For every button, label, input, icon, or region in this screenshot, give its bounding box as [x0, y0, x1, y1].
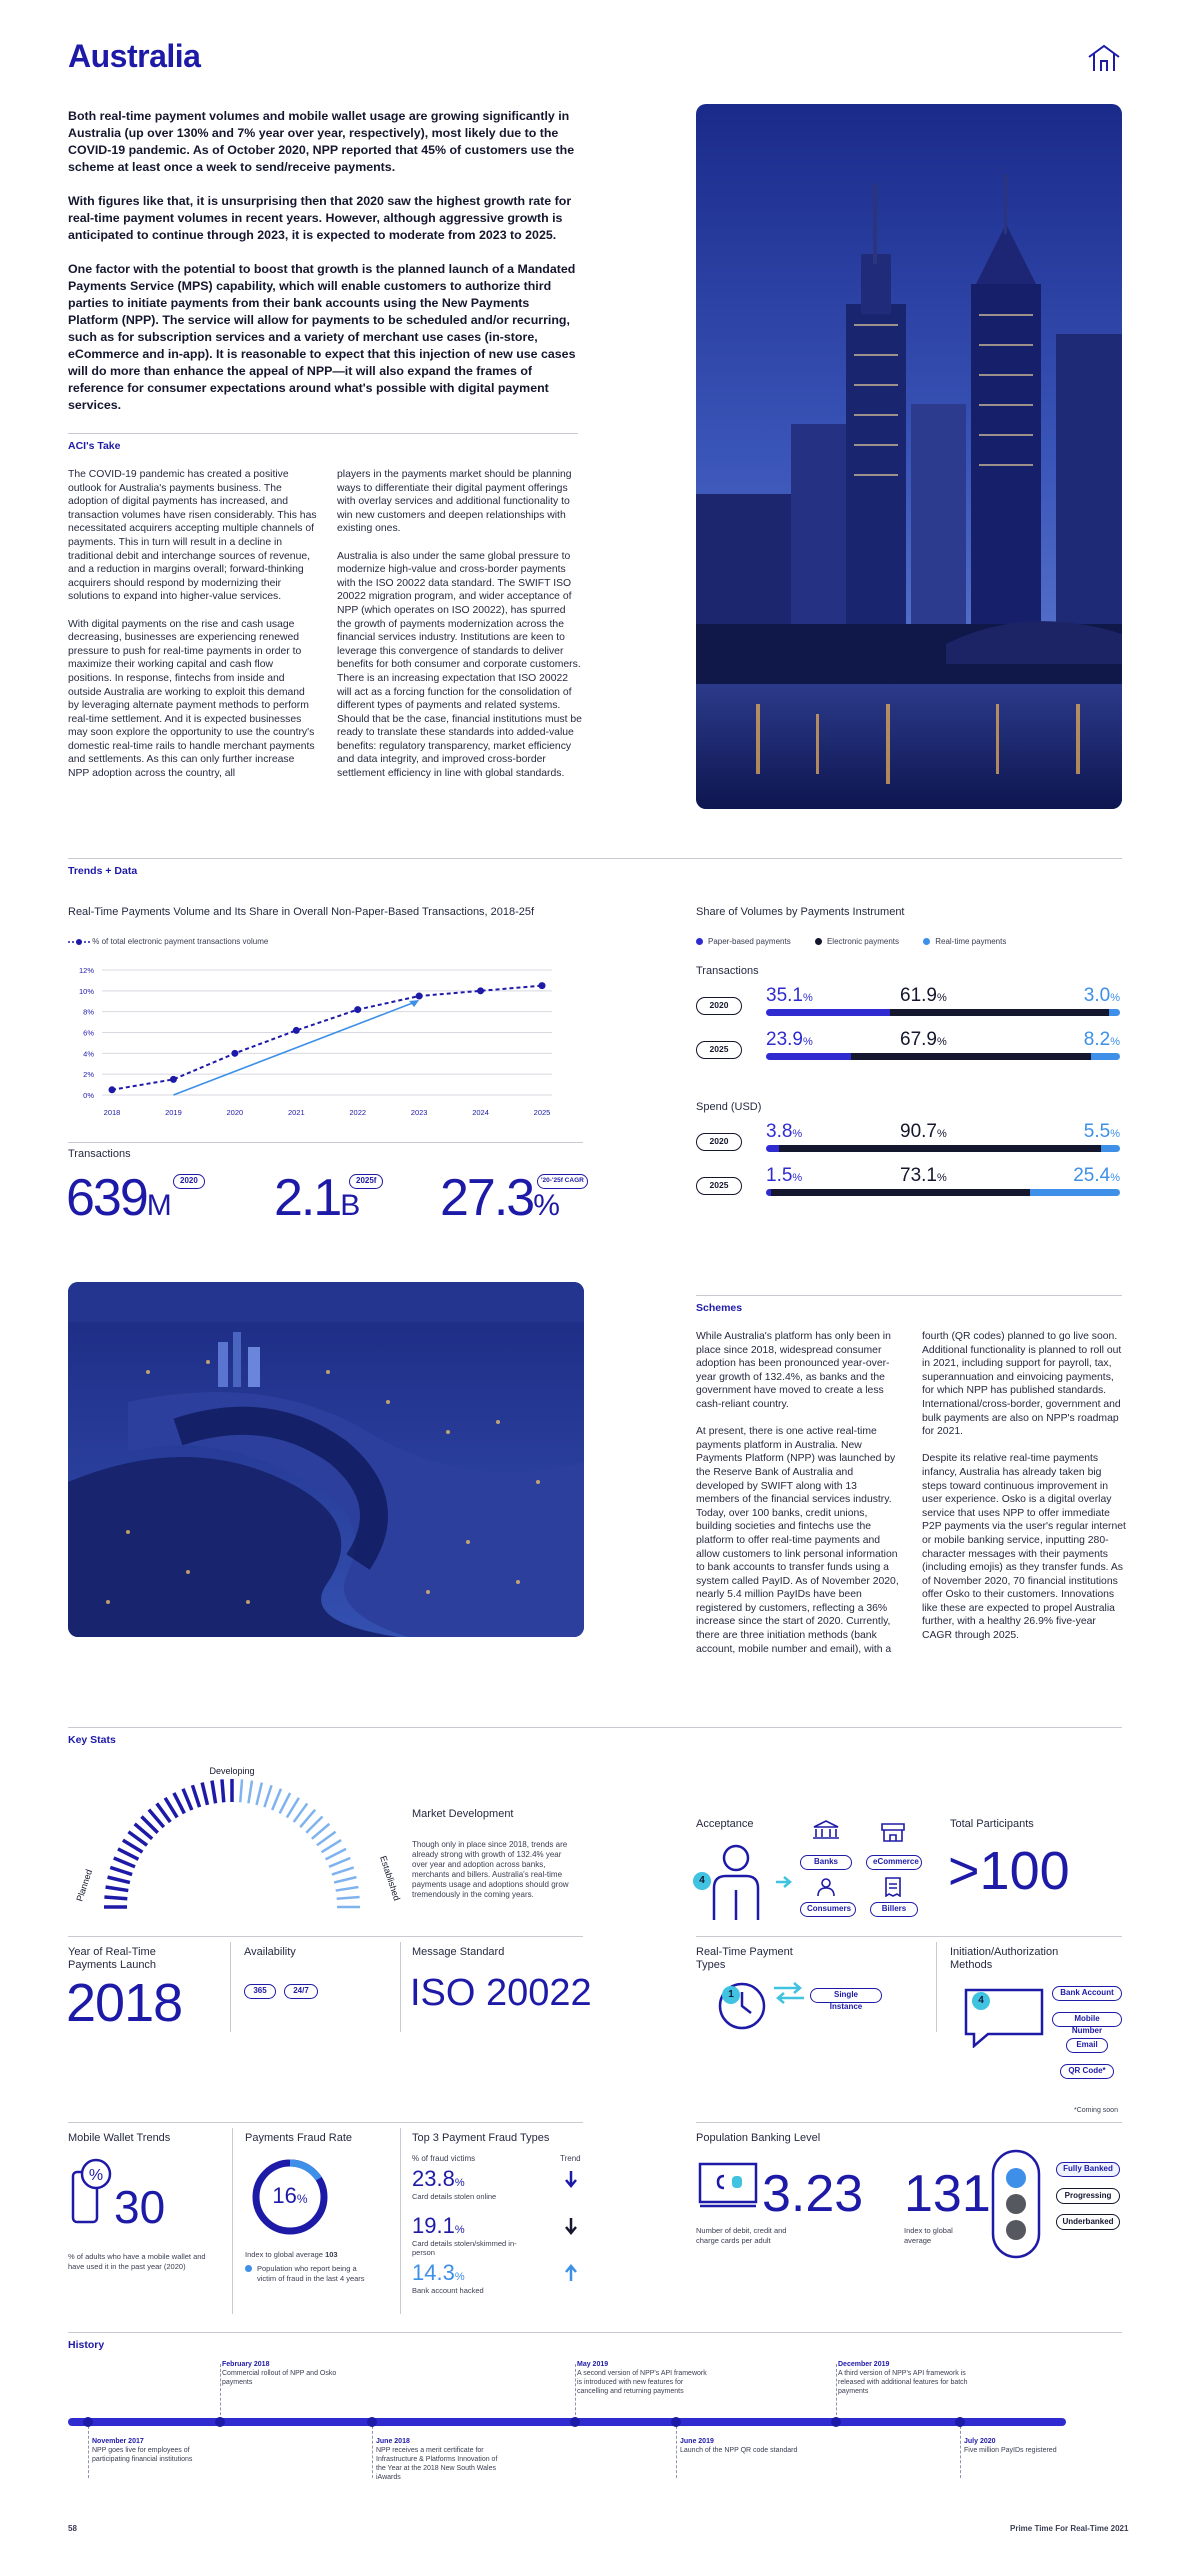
schemes-paragraph: While Australia's platform has only been in place since 2018, widespread consumer adoption has been pronounced year-over-year growth of 132.4%, as banks and the government have moved to create a less cash-reliant country.	[696, 1331, 891, 1410]
initiation-methods-title: Initiation/Authorization Methods	[950, 1946, 1059, 1971]
gauge-tick	[336, 1887, 359, 1891]
share-bar-segment	[766, 1009, 890, 1016]
intro-text	[68, 108, 578, 431]
timeline-event-top: December 2019 A third version of NPP's API framework is released with additional features for batch payments	[838, 2361, 968, 2395]
mobile-wallet-value: 30	[114, 2181, 166, 2233]
line-chart-legend	[68, 937, 268, 947]
year-pill: 2025	[696, 1041, 742, 1059]
gauge-tick	[326, 1849, 346, 1859]
availability-title: Availability	[244, 1946, 296, 1958]
divider	[68, 1142, 583, 1143]
svg-text:%: %	[88, 2167, 104, 2184]
message-standard-title: Message Standard	[412, 1946, 505, 1958]
gauge-tick	[317, 1832, 336, 1846]
transactions-label: Transactions	[68, 1148, 131, 1160]
gauge-tick	[334, 1877, 356, 1882]
timeline-connector	[836, 2364, 837, 2420]
fraud-type-value: 23.8%	[412, 2166, 465, 2191]
share-bar-segment	[1030, 1189, 1120, 1196]
launch-year-value: 2018	[66, 1973, 183, 2033]
share-bar-segment	[851, 1053, 1091, 1060]
gauge-tick	[272, 1789, 281, 1810]
phone-percent-icon	[70, 2158, 114, 2226]
swap-arrows-icon	[772, 1982, 806, 2004]
acceptance-consumers: Consumers	[800, 1902, 856, 1917]
data-point	[354, 1006, 361, 1013]
divider	[68, 1936, 583, 1937]
gauge-tick	[280, 1793, 290, 1813]
legend-label: Electronic payments	[826, 937, 899, 946]
method-mobile-number: Mobile Number	[1052, 2012, 1122, 2027]
gauge-tick	[110, 1867, 132, 1874]
share-bar-segment	[890, 1009, 1109, 1016]
timeline-dot	[367, 2417, 377, 2427]
gauge-tick	[104, 1897, 127, 1899]
acceptance-ecommerce: eCommerce	[866, 1855, 922, 1870]
gauge-label-developing: Developing	[209, 1766, 255, 1776]
timeline-connector	[372, 2426, 373, 2478]
y-tick-label: 4%	[83, 1049, 94, 1059]
bill-icon	[884, 1877, 902, 1897]
gauge-tick	[322, 1840, 342, 1852]
share-value: 25.4%	[1073, 1165, 1120, 1186]
fraud-index: Index to global average 103	[245, 2250, 338, 2259]
fraud-type-value: 14.3%	[412, 2260, 465, 2285]
gauge-tick	[264, 1785, 271, 1807]
total-participants-value: >100	[948, 1841, 1070, 1901]
timeline-connector	[676, 2426, 677, 2478]
share-value: 5.5%	[1083, 1121, 1120, 1142]
availability-365: 365	[244, 1984, 276, 1999]
timeline-dot	[955, 2417, 965, 2427]
divider	[696, 1295, 1122, 1296]
method-bank-account: Bank Account	[1052, 1986, 1122, 2001]
gauge-tick	[332, 1867, 354, 1874]
gauge-tick	[287, 1798, 299, 1818]
method-email: Email	[1066, 2038, 1108, 2053]
banking-fully-banked: Fully Banked	[1056, 2162, 1120, 2177]
y-tick-label: 6%	[83, 1028, 94, 1038]
consumer-icon	[816, 1877, 836, 1897]
banking-index-value: 131	[904, 2165, 991, 2223]
gauge-tick	[212, 1781, 216, 1804]
gauge-tick	[240, 1779, 242, 1802]
aci-column-1	[68, 468, 318, 794]
trends-heading: Trends + Data	[68, 865, 138, 877]
share-bar-segment	[766, 1053, 851, 1060]
year-pill: 2020	[696, 1133, 742, 1151]
banking-level-title: Population Banking Level	[696, 2132, 821, 2144]
initiation-count-badge: 4	[972, 1992, 990, 2010]
gauge-label-established: Established	[378, 1854, 402, 1902]
legend-label: Real-time payments	[935, 937, 1007, 946]
availability-247: 24/7	[284, 1984, 318, 1999]
transactions-cagr-value: 27.3%	[440, 1169, 558, 1227]
transactions-2025-value: 2.1B	[274, 1169, 359, 1227]
fraud-types-col-header: % of fraud victims	[412, 2154, 476, 2163]
x-tick-label: 2021	[287, 1108, 305, 1117]
data-point	[293, 1027, 300, 1034]
gauge-tick	[202, 1783, 207, 1805]
divider	[68, 433, 578, 434]
timeline-dot	[83, 2417, 93, 2427]
cagr-tag: '20-'25f CAGR	[537, 1174, 588, 1189]
schemes-paragraph: Despite its relative real-time payments infancy, Australia has already taken big steps toward continuous improvement in user experience. Osko is a digital overlay service that uses NPP to offer immediate P2P payments via the user's regular internet or mobile banking service, inputting 280-character messages with their payments (including emojis) as they transfer funds. As of November 2020, 70 financial institutions offer Osko to their customers. Innovations like these are expected to propel Australia further, with a healthy 26.9% five-year CAGR through 2025.	[922, 1453, 1126, 1642]
share-bar-segment	[1091, 1053, 1120, 1060]
gauge-tick	[183, 1789, 192, 1810]
arrow-down-icon	[564, 2217, 578, 2235]
page-number: 58	[68, 2524, 77, 2533]
timeline-dot	[215, 2417, 225, 2427]
arrow-icon	[776, 1876, 794, 1888]
share-value: 61.9%	[900, 985, 947, 1006]
fraud-rate-value: 16%	[272, 2183, 308, 2208]
share-bar	[766, 1189, 1120, 1196]
x-tick-label: 2019	[165, 1108, 182, 1117]
aci-paragraph: players in the payments market should be planning ways to differentiate their digital payment offerings with overlay services and additional functionality to win new customers and deepen relationships with existing ones.	[337, 469, 572, 535]
aci-take-heading: ACI's Take	[68, 440, 121, 452]
banking-progressing: Progressing	[1056, 2188, 1120, 2204]
payment-types-title: Real-Time Payment Types	[696, 1946, 793, 1971]
data-point	[109, 1086, 116, 1093]
share-value: 3.8%	[766, 1121, 803, 1142]
gauge-tick	[294, 1803, 308, 1822]
page-title: Australia	[68, 38, 201, 74]
fraud-type-value: 19.1%	[412, 2213, 465, 2238]
x-tick-label: 2020	[226, 1108, 244, 1117]
share-value: 67.9%	[900, 1029, 947, 1050]
timeline-event-top: February 2018 Commercial rollout of NPP and Osko payments	[222, 2361, 337, 2386]
divider	[696, 2122, 1122, 2123]
gauge-tick	[257, 1783, 262, 1805]
data-point	[231, 1050, 238, 1057]
year-pill: 2025	[696, 1177, 742, 1195]
gauge-tick	[118, 1849, 138, 1859]
gauge-tick	[248, 1781, 252, 1804]
aci-paragraph: The COVID-19 pandemic has created a positive outlook for Australia's payments business. The adoption of digital payments has increased, and transaction volumes have risen considerably. This has necessitated acquirers accepting multiple channels of payments. This in turn will result in a decline in traditional debit and interchange sources of revenue, and a reduction in margins overall; forward-thinking acquirers should respond by modernizing their solutions to expand into higher-value services.	[68, 469, 317, 603]
mobile-wallet-note: % of adults who have a mobile wallet and have used it in the past year (2020)	[68, 2252, 206, 2271]
banking-cards-note: Number of debit, credit and charge cards per adult	[696, 2226, 787, 2245]
bank-icon	[812, 1820, 840, 1840]
maturity-gauge	[62, 1762, 402, 1912]
banking-index-note: Index to global average	[904, 2226, 953, 2245]
divider	[68, 2122, 583, 2123]
gauge-tick	[192, 1785, 199, 1807]
divider	[68, 858, 1122, 859]
share-bar-segment	[766, 1145, 779, 1152]
timeline-event-bottom: November 2017 NPP goes live for employees of participating financial institutions	[92, 2438, 193, 2463]
timeline-dot	[831, 2417, 841, 2427]
share-value: 90.7%	[900, 1121, 947, 1142]
schemes-column-2	[922, 1330, 1127, 1656]
history-heading: History	[68, 2339, 105, 2351]
acceptance-title: Acceptance	[696, 1818, 754, 1830]
arrow-up-icon	[564, 2264, 578, 2282]
divider	[230, 1942, 231, 2032]
gauge-tick	[222, 1779, 224, 1802]
timeline-connector	[960, 2426, 961, 2478]
footer-title: Prime Time For Real-Time 2021	[1010, 2524, 1129, 2533]
y-tick-label: 10%	[78, 986, 94, 996]
share-value: 1.5%	[766, 1165, 803, 1186]
store-icon	[880, 1822, 906, 1842]
timeline-event-top: May 2019 A second version of NPP's API framework is introduced with new features for cancelling and returning payments	[577, 2361, 707, 2395]
banking-underbanked: Underbanked	[1056, 2214, 1120, 2230]
year-pill: 2020	[696, 997, 742, 1015]
x-tick-label: 2023	[410, 1108, 428, 1117]
data-point	[170, 1076, 177, 1083]
gauge-tick	[329, 1858, 350, 1867]
transactions-2020-value: 639M	[66, 1169, 170, 1227]
acceptance-banks: Banks	[800, 1855, 852, 1870]
line-chart-title: Real-Time Payments Volume and Its Share in Overall Non-Paper-Based Transactions, 2018-25f	[68, 906, 535, 918]
gauge-tick	[174, 1793, 184, 1813]
fraud-types-title: Top 3 Payment Fraud Types	[412, 2132, 550, 2144]
payment-types-count-badge: 1	[722, 1986, 740, 2004]
share-value: 73.1%	[900, 1165, 947, 1186]
year-tag: 2025f	[349, 1174, 383, 1189]
brisbane-aerial-photo	[68, 1282, 584, 1637]
intro-paragraph: With figures like that, it is unsurprising then that 2020 saw the highest growth rate for real-time payment volumes in recent years. However, although aggressive growth is anticipated to continue through 2023, it is expected to moderate from 2023 to 2025.	[68, 194, 572, 242]
key-stats-heading: Key Stats	[68, 1734, 116, 1746]
share-value: 35.1%	[766, 985, 813, 1006]
acceptance-count-badge: 4	[693, 1872, 711, 1890]
legend-label: Paper-based payments	[708, 937, 791, 946]
x-tick-label: 2022	[349, 1108, 367, 1117]
year-tag: 2020	[173, 1174, 205, 1189]
share-value: 8.2%	[1083, 1029, 1120, 1050]
x-tick-label: 2024	[472, 1108, 489, 1117]
fraud-rate-title: Payments Fraud Rate	[245, 2132, 352, 2144]
share-bar	[766, 1053, 1120, 1060]
acceptance-billers: Billers	[870, 1902, 918, 1917]
gauge-label-planned: Planned	[74, 1868, 95, 1903]
data-point	[477, 987, 484, 994]
fraud-type-label: Card details stolen online	[412, 2192, 497, 2201]
share-legend	[696, 937, 1006, 947]
y-tick-label: 8%	[83, 1007, 94, 1017]
gauge-tick	[114, 1858, 135, 1867]
timeline-event-bottom: July 2020 Five million PayIDs registered	[964, 2438, 1057, 2454]
market-development-title: Market Development	[412, 1808, 514, 1820]
schemes-paragraph: At present, there is one active real-time payments platform in Australia. New Payments Platform (NPP) was launched by the Reserve Bank of Australia and developed by SWIFT along with 13 members of the financial services industry. Today, over 100 banks, credit unions, building societies and fintechs use the platform to offer real-time payments and allow customers to link personal information to bank accounts to transfer funds using a system called PayID. As of November 2020, nearly 5.4 million PayIDs have been registered by customers, reflecting a 36% increase since the start of 2020. Currently, there are three initiation methods (bank account, mobile number and email), with a	[696, 1426, 899, 1655]
coming-soon-note: *Coming soon	[1074, 2107, 1118, 2114]
aci-paragraph: With digital payments on the rise and cash usage decreasing, businesses are experiencing renewed pressure to push for real-time payments in order to maximize their working capital and cash flow positions. In response, fintechs from inside and outside Australia are working to exploit this demand by leveraging alternate payment methods to perform real-time settlement. And it is expected businesses may soon explore the opportunity to use the country's domestic real-time rails to handle merchant payments and settlements. As this can only further increase NPP adoption across the country, all	[68, 618, 315, 780]
share-bar-segment	[771, 1189, 1030, 1196]
x-tick-label: 2025	[533, 1108, 551, 1117]
share-bar-segment	[1101, 1145, 1120, 1152]
divider	[68, 1727, 1122, 1728]
timeline-dot	[671, 2417, 681, 2427]
share-group-label: Transactions	[696, 965, 759, 977]
legend-label: % of total electronic payment transactions volume	[92, 937, 269, 946]
fraud-legend: Population who report being a victim of fraud in the last 4 years	[245, 2264, 375, 2284]
melbourne-skyline-photo	[696, 104, 1122, 809]
fraud-trend-col-header: Trend	[560, 2154, 581, 2163]
timeline-connector	[88, 2426, 89, 2478]
line-chart	[62, 960, 562, 1125]
data-point	[539, 982, 546, 989]
timeline-dot	[570, 2417, 580, 2427]
banking-cards-value: 3.23	[762, 2165, 864, 2223]
fraud-type-label: Card details stolen/skimmed in-person	[412, 2239, 517, 2257]
divider	[696, 1936, 1122, 1937]
payment-type-single-instance: Single Instance	[810, 1988, 882, 2003]
method-qr-code: QR Code*	[1060, 2064, 1114, 2079]
timeline-connector	[575, 2364, 576, 2420]
share-chart-title: Share of Volumes by Payments Instrument	[696, 906, 905, 918]
arrow-down-icon	[564, 2170, 578, 2188]
message-standard-value: ISO 20022	[410, 1972, 592, 2014]
traffic-light-icon	[990, 2148, 1042, 2260]
share-value: 23.9%	[766, 1029, 813, 1050]
timeline-event-bottom: June 2018 NPP receives a merit certificate for Infrastructure & Platforms Innovation of the Year at the 2018 New South Wales iAwards	[376, 2438, 498, 2481]
timeline-event-bottom: June 2019 Launch of the NPP QR code standard	[680, 2438, 798, 2454]
timeline-connector	[220, 2364, 221, 2420]
schemes-column-1	[696, 1330, 901, 1670]
divider	[400, 1942, 401, 2032]
share-bar	[766, 1009, 1120, 1016]
gauge-tick	[106, 1887, 129, 1891]
aci-paragraph: Australia is also under the same global pressure to modernize high-value and cross-border payments with the ISO 20022 data standard. The SWIFT ISO 20022 migration program, and wider acceptance of NPP (which operates on ISO 20022), has spurred the growth of payments modernization across the financial services industry. Institutions are keen to leverage this convergence of standards to deliver benefits for both consumer and corporate customers. There is an increasing expectation that ISO 20022 will act as a forcing function for the consolidation of different types of payments and related systems. Should that be the case, financial institutions must be ready to translate these standards into added-value benefits: regulatory transparency, market efficiency and data integrity, and improved cross-border settlement efficiency in line with global standards.	[337, 550, 582, 780]
mobile-wallet-title: Mobile Wallet Trends	[68, 2132, 171, 2144]
card-icon	[696, 2160, 762, 2222]
trend-arrow	[173, 1002, 415, 1095]
share-bar-segment	[1109, 1009, 1120, 1016]
x-tick-label: 2018	[103, 1108, 121, 1117]
y-tick-label: 12%	[78, 966, 94, 975]
y-tick-label: 2%	[83, 1070, 94, 1080]
ring-fill	[290, 2163, 319, 2179]
home-icon[interactable]	[1087, 44, 1121, 72]
schemes-paragraph: fourth (QR codes) planned to go live soon. Additional functionality is planned to roll out in 2021, including support for payroll, tax, superannuation and einvoicing payments, for which NPP has published standards. International/cross-border, government and bulk payments are also on NPP's roadmap for 2021.	[922, 1331, 1122, 1438]
divider	[68, 2332, 1122, 2333]
fraud-type-label: Bank account hacked	[412, 2286, 484, 2295]
aci-column-2	[337, 468, 582, 794]
market-development-text: Though only in place since 2018, trends are already strong with growth of 132.4% year over year and adoption across banks, merchants and billers. Australia's real-time payments usage and adoptions should grow tremendously in the coming years.	[412, 1840, 569, 1899]
share-group-label: Spend (USD)	[696, 1101, 762, 1113]
divider	[936, 1942, 937, 2032]
intro-paragraph: Both real-time payment volumes and mobile wallet usage are growing significantly in Australia (up over 130% and 7% year over year, respectively), most likely due to the COVID-19 pandemic. As of October 2020, NPP reported that 45% of customers use the scheme at least once a week to send/receive payments.	[68, 109, 575, 174]
total-participants-title: Total Participants	[950, 1818, 1034, 1830]
divider	[232, 2128, 233, 2314]
share-bar-segment	[779, 1145, 1100, 1152]
divider	[400, 2128, 401, 2314]
gauge-tick	[108, 1877, 130, 1882]
intro-paragraph: One factor with the potential to boost that growth is the planned launch of a Mandated Payments Service (MPS) capability, which will enable customers to authorize third parties to initiate payments from their bank accounts using the New Payments Platform (NPP). The service will allow for payments to be scheduled and/or recurring, such as for subscription services and a variety of merchant use cases (in-store, eCommerce and in-app). It is reasonable to expect that this injection of new use cases will do more than enhance the appeal of NPP—it will also expand the frames of reference for consumer expectations around what's possible with digital payment services.	[68, 262, 576, 412]
y-tick-label: 0%	[83, 1091, 94, 1100]
schemes-heading: Schemes	[696, 1302, 743, 1314]
gauge-tick	[337, 1897, 360, 1899]
share-bar	[766, 1145, 1120, 1152]
launch-year-title: Year of Real-Time Payments Launch	[68, 1946, 157, 1971]
data-point	[416, 993, 423, 1000]
share-value: 3.0%	[1083, 985, 1120, 1006]
